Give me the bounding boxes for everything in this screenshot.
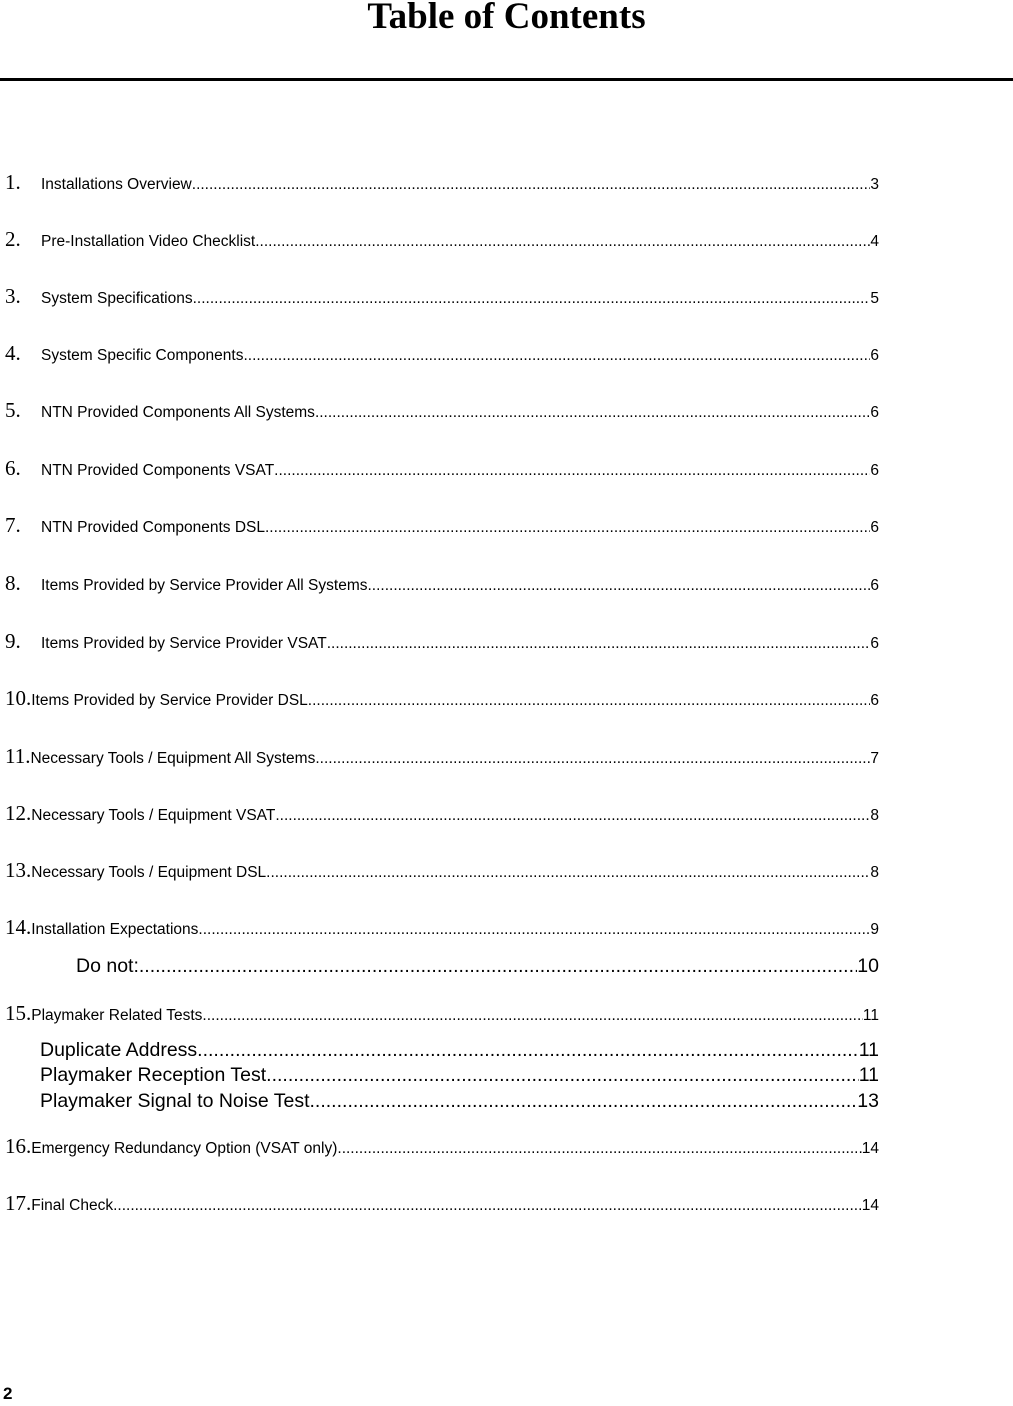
toc-entry-label: NTN Provided Components DSL — [41, 519, 265, 536]
toc-subentry-duplicate-address[interactable] — [40, 1039, 879, 1062]
dot-leader — [192, 176, 871, 194]
toc-subentry-label: Playmaker Reception Test — [40, 1064, 267, 1086]
toc-entry-page: 9 — [870, 921, 879, 938]
toc-entry-label: Necessary Tools / Equipment VSAT — [31, 807, 276, 824]
dot-leader — [337, 1140, 861, 1158]
toc-entry-number: 15. — [5, 1001, 32, 1025]
dot-leader — [202, 1007, 863, 1025]
toc-subentry-playmaker-reception-test[interactable] — [40, 1064, 879, 1087]
dot-leader — [367, 577, 870, 595]
toc-subentry-page: 11 — [858, 1039, 879, 1061]
dot-leader — [327, 635, 871, 653]
toc-entry-number: 11. — [5, 744, 31, 768]
dot-leader — [266, 1064, 859, 1087]
dot-leader — [197, 1039, 859, 1062]
toc-entry-page: 14 — [861, 1140, 879, 1157]
toc-entry-7[interactable] — [5, 513, 879, 538]
toc-entry-page: 6 — [870, 577, 879, 594]
toc-entry-label: Installation Expectations — [31, 921, 199, 938]
dot-leader — [315, 750, 870, 768]
toc-entry-page: 3 — [870, 176, 879, 193]
toc-entry-label: Necessary Tools / Equipment DSL — [31, 864, 267, 881]
toc-entry-4[interactable] — [5, 341, 879, 366]
dot-leader — [198, 921, 870, 939]
toc-entry-label: NTN Provided Components VSAT — [41, 462, 275, 479]
toc-subentry-label: Do not: — [76, 955, 139, 977]
toc-entry-number: 6. — [5, 456, 21, 480]
toc-entry-page: 5 — [870, 290, 879, 307]
toc-entry-label: Final Check — [31, 1197, 114, 1214]
toc-entry-page: 6 — [870, 404, 879, 421]
toc-entry-number: 8. — [5, 571, 21, 595]
dot-leader — [139, 955, 857, 978]
toc-subentry-page: 11 — [858, 1064, 879, 1086]
toc-entry-page: 8 — [870, 864, 879, 881]
toc-entry-page: 4 — [870, 233, 879, 250]
dot-leader — [193, 290, 871, 308]
toc-entry-page: 8 — [870, 807, 879, 824]
dot-leader — [274, 462, 870, 480]
toc-entry-5[interactable] — [5, 398, 879, 423]
toc-entry-3[interactable] — [5, 284, 879, 309]
toc-entry-label: Items Provided by Service Provider VSAT — [41, 635, 327, 652]
toc-entry-number: 5. — [5, 398, 21, 422]
dot-leader — [255, 233, 870, 251]
toc-entry-14[interactable] — [5, 915, 879, 940]
toc-entry-13[interactable] — [5, 858, 879, 883]
toc-entry-11[interactable] — [5, 744, 879, 769]
toc-entry-label: Installations Overview — [41, 176, 192, 193]
toc-subentry-page: 10 — [857, 955, 879, 977]
toc-entry-page: 6 — [870, 635, 879, 652]
toc-entry-page: 6 — [870, 347, 879, 364]
dot-leader — [265, 519, 870, 537]
toc-entry-page: 6 — [870, 519, 879, 536]
toc-entry-17[interactable] — [5, 1191, 879, 1216]
toc-entry-6[interactable] — [5, 456, 879, 481]
toc-entry-number: 7. — [5, 513, 21, 537]
toc-entry-number: 2. — [5, 227, 21, 251]
toc-entry-number: 16. — [5, 1134, 32, 1158]
dot-leader — [308, 692, 871, 710]
dot-leader — [310, 1090, 858, 1113]
toc-entry-1[interactable] — [5, 170, 879, 195]
toc-subentry-do-not[interactable] — [76, 955, 879, 978]
toc-subentry-label: Duplicate Address — [40, 1039, 198, 1061]
page-title: Table of Contents — [367, 0, 646, 37]
toc-entry-label: System Specific Components — [41, 347, 244, 364]
dot-leader — [243, 347, 870, 365]
dot-leader — [113, 1197, 862, 1215]
toc-entry-16[interactable] — [5, 1134, 879, 1159]
toc-entry-number: 1. — [5, 170, 21, 194]
toc-entry-number: 4. — [5, 341, 21, 365]
toc-entry-number: 3. — [5, 284, 21, 308]
toc-entry-page: 14 — [861, 1197, 879, 1214]
toc-entry-page: 11 — [862, 1007, 879, 1024]
toc-entry-page: 6 — [870, 692, 879, 709]
toc-entry-number: 17. — [5, 1191, 32, 1215]
toc-entry-label: Necessary Tools / Equipment All Systems — [30, 750, 316, 767]
toc-entry-2[interactable] — [5, 227, 879, 252]
toc-entry-label: NTN Provided Components All Systems — [41, 404, 315, 421]
dot-leader — [315, 404, 870, 422]
toc-entry-label: Items Provided by Service Provider All Systems — [41, 577, 368, 594]
toc-entry-label: System Specifications — [41, 290, 193, 307]
dot-leader — [275, 807, 870, 825]
toc-entry-number: 13. — [5, 858, 32, 882]
toc-entry-page: 7 — [870, 750, 879, 767]
toc-entry-label: Emergency Redundancy Option (VSAT only) — [31, 1140, 338, 1157]
toc-entry-number: 9. — [5, 629, 21, 653]
toc-subentry-playmaker-signal-to-noise-test[interactable] — [40, 1090, 879, 1113]
toc-entry-label: Pre-Installation Video Checklist — [41, 233, 256, 250]
toc-entry-12[interactable] — [5, 801, 879, 826]
toc-entry-label: Playmaker Related Tests — [31, 1007, 203, 1024]
toc-subentry-label: Playmaker Signal to Noise Test — [40, 1090, 310, 1112]
toc-entry-number: 10. — [5, 686, 32, 710]
toc-entry-page: 6 — [870, 462, 879, 479]
dot-leader — [266, 864, 870, 882]
toc-entry-8[interactable] — [5, 571, 879, 596]
toc-entry-15[interactable] — [5, 1001, 879, 1026]
toc-entry-number: 14. — [5, 915, 32, 939]
toc-entry-number: 12. — [5, 801, 32, 825]
toc-entry-9[interactable] — [5, 629, 879, 654]
page-number: 2 — [3, 1384, 13, 1403]
toc-entry-label: Items Provided by Service Provider DSL — [31, 692, 308, 709]
toc-subentry-page: 13 — [857, 1090, 879, 1112]
toc-entry-10[interactable] — [5, 686, 879, 711]
